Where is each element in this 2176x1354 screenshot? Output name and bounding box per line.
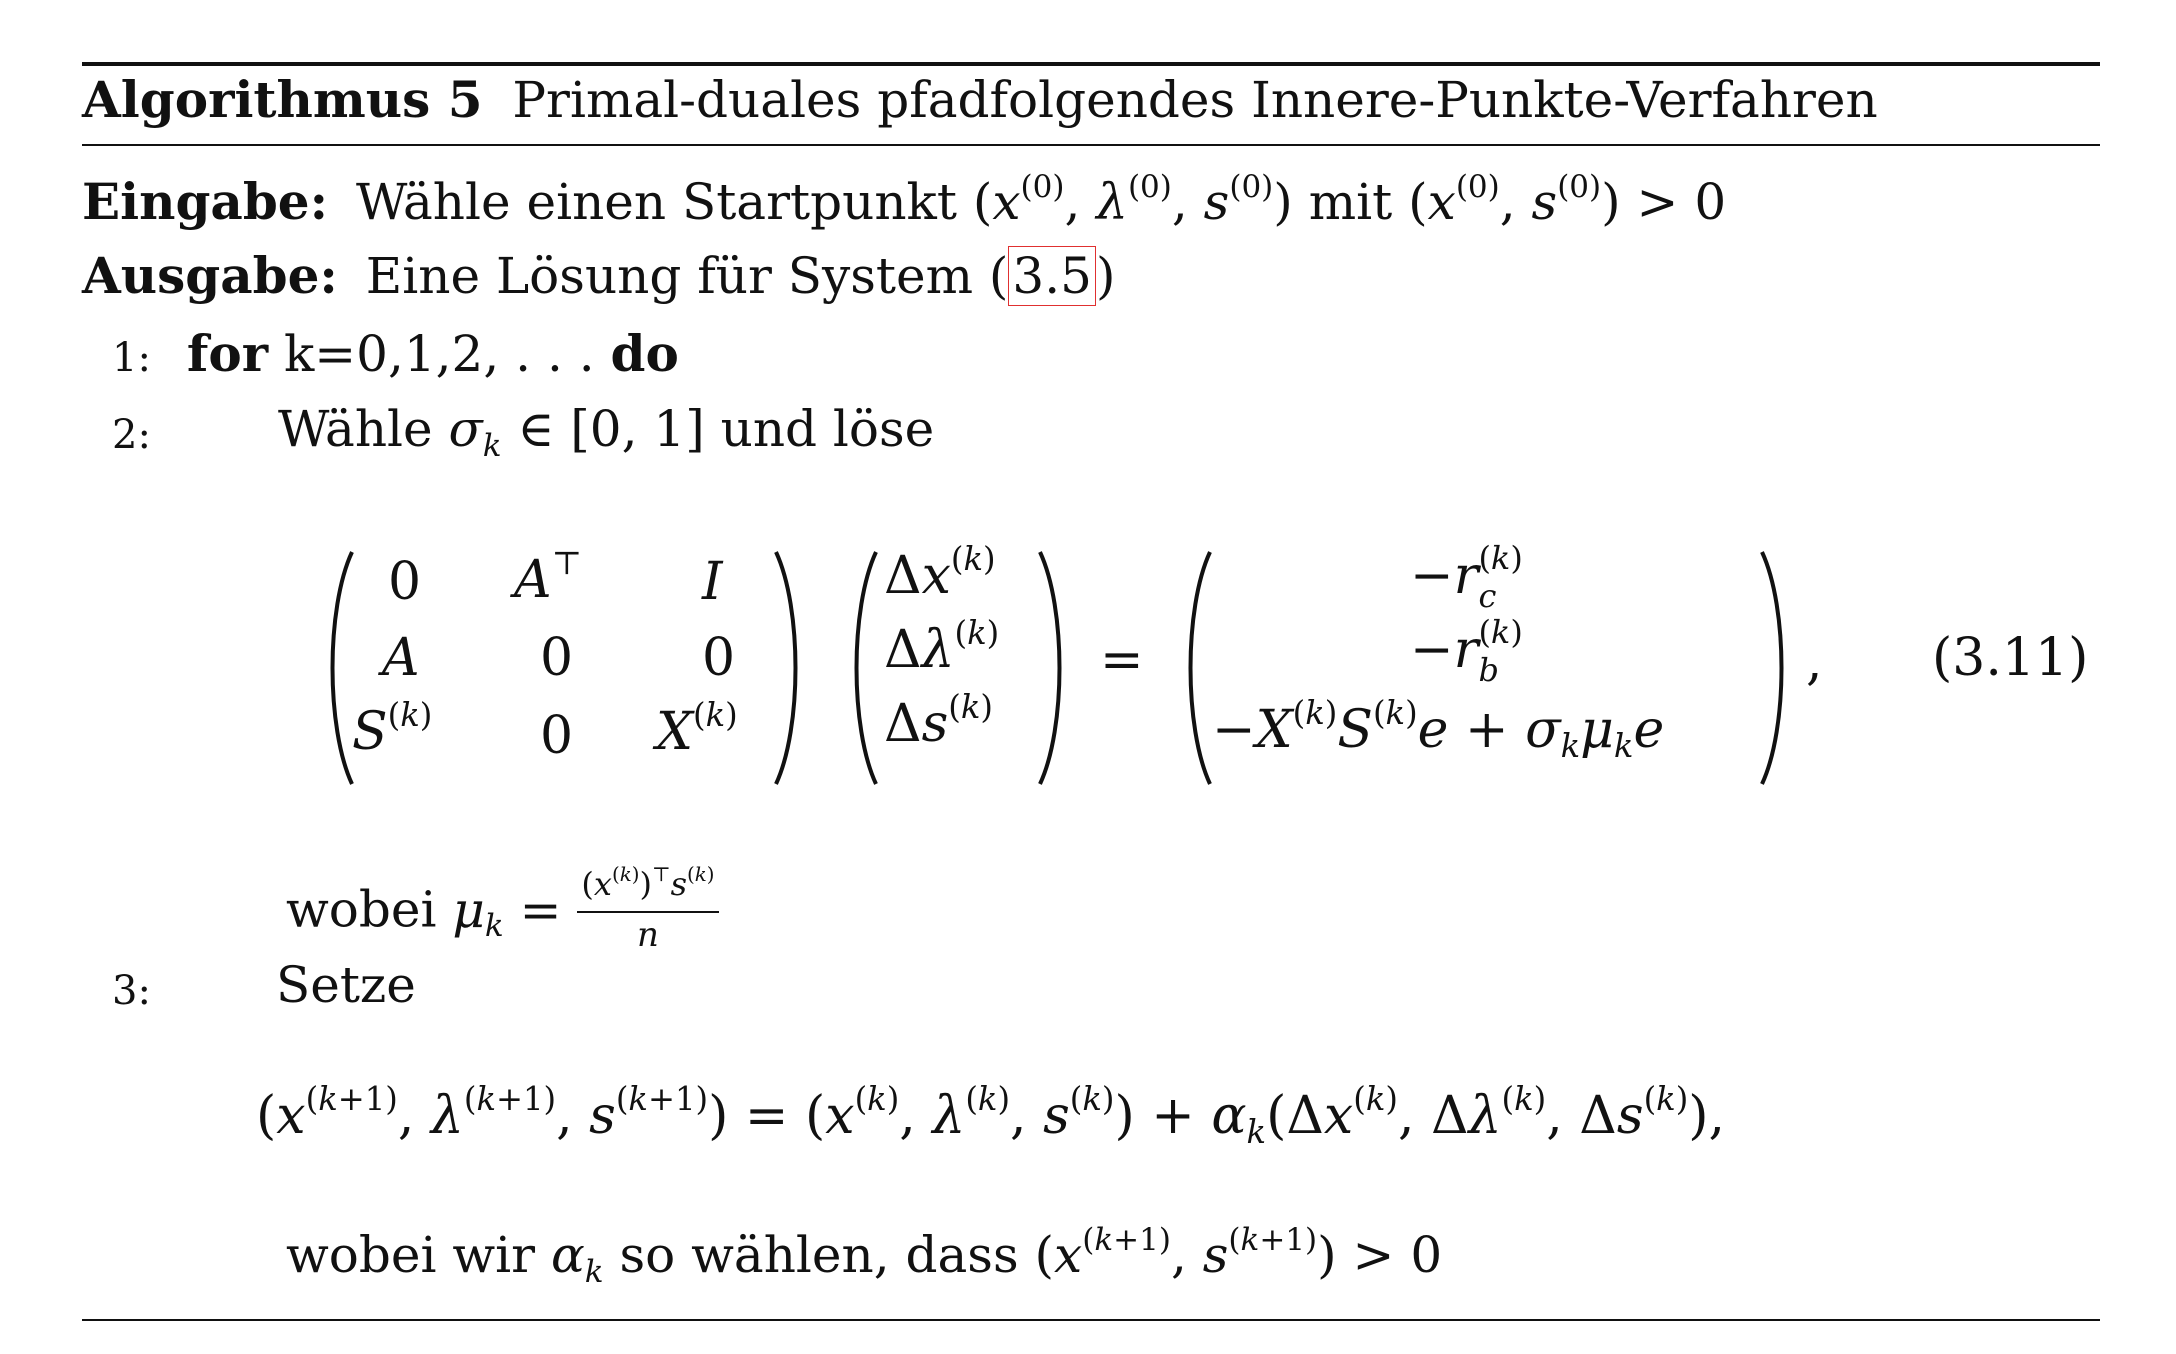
matrix-entry: 0 [540, 628, 574, 688]
input-label: Eingabe: [82, 172, 329, 231]
rhs-right-paren [1756, 548, 1796, 788]
positivity-condition-math: ($x^{(k+1)}$, $s^{(k+1)}) > 0$ [1034, 1221, 1443, 1284]
fraction-denominator: n [637, 915, 659, 955]
equation-ref-link[interactable]: 3.5 [1008, 246, 1096, 306]
matrix-entry: I [702, 552, 723, 612]
mu-lhs-math: μk = [452, 880, 562, 945]
equation-number: (3.11) [1932, 628, 2089, 688]
matrix-entry: 0 [388, 552, 422, 612]
step-3-text: Setze [276, 956, 416, 1014]
vector-right-paren [1034, 548, 1074, 788]
matrix-entry: A [382, 628, 420, 688]
vector-entry: $\Delta x^{(k)}$ [884, 539, 996, 606]
matrix-right-paren [770, 548, 810, 788]
matrix-entry: A⊤ [514, 543, 582, 610]
matrix-entry: $X^{(k)}$ [656, 695, 738, 762]
mu-definition: wobei μk = $\frac{(x^{(k)})^⊤s^{(k)}}{n}$ [286, 862, 719, 957]
bottom-rule [82, 1319, 2100, 1321]
alpha-math: αk [550, 1226, 604, 1290]
fraction-numerator: $(x^{(k)})^⊤s^{(k)}$ [577, 862, 718, 913]
algorithm-header [82, 70, 1878, 129]
output-label: Ausgabe: [82, 246, 338, 305]
rhs-left-paren [1176, 548, 1216, 788]
input-startpoint-math: ($x^{(0)}$, $\lambda^{(0)}$, $s^{(0)}$) [972, 168, 1293, 231]
vector-entry: $\Delta s^{(k)}$ [884, 687, 993, 754]
sigma-range-math: σk ∈ [0, 1] [448, 400, 705, 464]
vector-left-paren [842, 548, 882, 788]
loop-range: k=0,1,2, . . . [283, 325, 595, 383]
step-2: Wähle σk ∈ [0, 1] und löse [278, 400, 935, 464]
step-1 [112, 324, 679, 383]
matrix-entry: $S^{(k)}$ [352, 695, 433, 762]
rhs-entry: −r (k) b [1410, 613, 1523, 689]
rhs-entry: $-X^{(k)}S^{(k)}e + \sigma k\mu ke$ [1212, 693, 1665, 766]
matrix-entry: 0 [702, 628, 736, 688]
output-line: Ausgabe: Eine Lösung für System (3.5) [82, 246, 1116, 305]
top-rule [82, 62, 2100, 66]
update-equation: ($x^{(k+1)}$, $\lambda^{(k+1)}$, $s^{(k+1)}) = (x^{(k)}$, $\lambda^{(k)}$, $s^{(k)}) + \alpha k(\Delta x^{(k)}$, $\Delta\lambda^{(k)}$, $\Delta s^{(k)}$), [256, 1079, 1726, 1152]
header-rule [82, 144, 2100, 146]
output-text: Eine Lösung für System ( [365, 247, 1009, 305]
mu-fraction [577, 862, 718, 957]
algorithm-title: Primal-duales pfadfolgendes Innere-Punkte-Verfahren [512, 71, 1878, 129]
equals-sign: = [1100, 630, 1144, 690]
step-number: 1: [112, 335, 151, 381]
rhs-entry: −r (k) c [1410, 539, 1523, 615]
equation-comma: , [1806, 632, 1823, 692]
input-mit: mit [1308, 173, 1393, 231]
matrix-entry: 0 [540, 706, 574, 766]
input-condition-math: ($x^{(0)}$, $s^{(0)}) > 0$ [1408, 168, 1727, 231]
input-line [82, 168, 1727, 231]
step-2-number: 2: [112, 412, 151, 458]
keyword-for: for [186, 324, 269, 383]
step-3-number: 3: [112, 968, 151, 1014]
vector-entry: $\Delta\lambda^{(k)}$ [884, 613, 1000, 680]
algorithm-label: Algorithmus 5 [82, 70, 483, 129]
alpha-condition: wobei wir αk so wählen, dass ($x^{(k+1)}$, $s^{(k+1)}) > 0$ [286, 1221, 1443, 1290]
input-text: Wähle einen Startpunkt [355, 173, 957, 231]
keyword-do: do [610, 324, 679, 383]
